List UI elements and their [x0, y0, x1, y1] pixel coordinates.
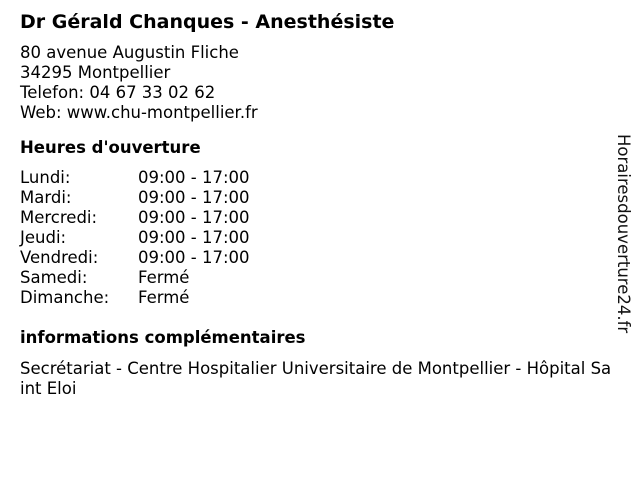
hours-row-tuesday [20, 188, 612, 208]
website: Web: www.chu-montpellier.fr [20, 103, 258, 122]
site-watermark: Horairesdouverture24.fr [614, 134, 633, 334]
hours-value: 09:00 - 17:00 [138, 208, 250, 227]
additional-info-text: Secrétariat - Centre Hospitalier Universitaire de Montpellier - Hôpital Saint Eloi [20, 359, 612, 398]
day-label: Dimanche: [20, 288, 110, 307]
hours-value: 09:00 - 17:00 [138, 168, 250, 187]
street-address: 80 avenue Augustin Fliche [20, 43, 239, 62]
opening-hours-table [20, 168, 612, 308]
city: 34295 Montpellier [20, 63, 171, 82]
hours-value: Fermé [138, 288, 190, 307]
hours-row-wednesday [20, 208, 612, 228]
day-label: Mercredi: [20, 208, 98, 227]
business-card [20, 10, 612, 399]
additional-info-heading: informations complémentaires [20, 328, 306, 347]
hours-row-friday [20, 248, 612, 268]
hours-value: Fermé [138, 268, 190, 287]
page-title: Dr Gérald Chanques - Anesthésiste [20, 11, 395, 33]
day-label: Samedi: [20, 268, 88, 287]
day-label: Mardi: [20, 188, 72, 207]
day-label: Lundi: [20, 168, 71, 187]
hours-row-thursday [20, 228, 612, 248]
hours-row-sunday [20, 288, 612, 308]
address-block [20, 43, 612, 123]
hours-value: 09:00 - 17:00 [138, 188, 250, 207]
hours-value: 09:00 - 17:00 [138, 228, 250, 247]
day-label: Jeudi: [20, 228, 67, 247]
day-label: Vendredi: [20, 248, 99, 267]
phone-number: Telefon: 04 67 33 02 62 [20, 83, 216, 102]
hours-row-monday [20, 168, 612, 188]
opening-hours-heading: Heures d'ouverture [20, 138, 201, 157]
hours-value: 09:00 - 17:00 [138, 248, 250, 267]
hours-row-saturday [20, 268, 612, 288]
